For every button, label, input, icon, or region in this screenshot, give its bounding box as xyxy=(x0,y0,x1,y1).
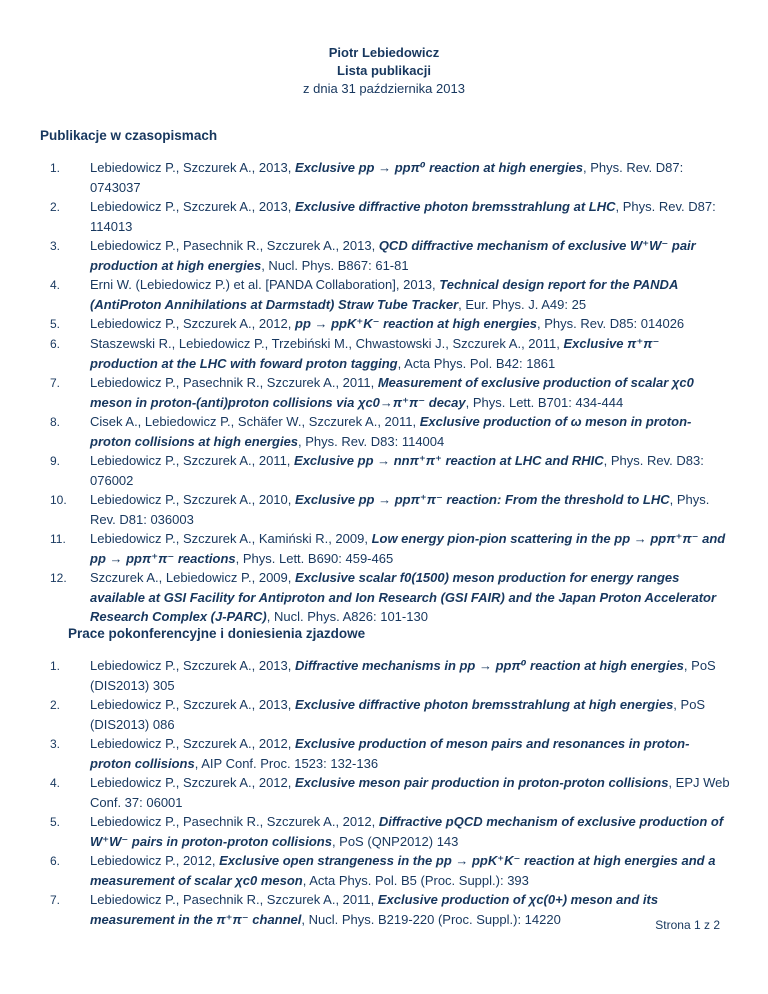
publication-title: Diffractive mechanisms in pp → ppπ⁰ reaction at high energies xyxy=(295,658,684,673)
publication-item xyxy=(40,568,730,626)
publication-authors: Lebiedowicz P., Szczurek A., 2012, xyxy=(90,775,295,790)
publication-number: 5. xyxy=(50,317,61,331)
publication-number: 10. xyxy=(50,493,67,507)
publication-authors: Erni W. (Lebiedowicz P.) et al. [PANDA Collaboration], 2013, xyxy=(90,277,440,292)
publication-authors: Lebiedowicz P., Pasechnik R., Szczurek A., 2011, xyxy=(90,892,378,907)
publication-authors: Lebiedowicz P., Szczurek A., 2013, xyxy=(90,160,295,175)
publication-number: 3. xyxy=(50,239,61,253)
publication-source: , Phys. Rev. D83: 114004 xyxy=(298,434,445,449)
publication-source: , Phys. Rev. D87: 0743037 xyxy=(90,160,684,195)
publication-authors: Lebiedowicz P., Pasechnik R., Szczurek A., 2012, xyxy=(90,814,379,829)
publication-number: 2. xyxy=(50,200,61,214)
publication-source: , PoS (QNP2012) 143 xyxy=(331,834,459,849)
publication-item xyxy=(40,490,730,529)
publication-source: , Phys. Rev. D81: 036003 xyxy=(90,492,710,527)
publication-title: Exclusive π⁺π⁻ production at the LHC with foward proton tagging xyxy=(90,336,660,371)
publication-source: , Phys. Rev. D87: 114013 xyxy=(90,199,716,234)
publication-authors: Lebiedowicz P., Szczurek A., 2010, xyxy=(90,492,295,507)
journals-heading: Publikacje w czasopismach xyxy=(40,128,218,143)
publication-number: 7. xyxy=(50,893,61,907)
publication-source: , AIP Conf. Proc. 1523: 132-136 xyxy=(194,756,379,771)
publication-item xyxy=(40,773,730,812)
publication-title: Exclusive production of ω meson in proton-proton collisions at high energies xyxy=(90,414,692,449)
publication-item xyxy=(40,158,730,197)
publication-authors: Lebiedowicz P., Szczurek A., 2013, xyxy=(90,658,295,673)
publication-authors: Lebiedowicz P., Pasechnik R., Szczurek A., 2013, xyxy=(90,238,379,253)
publication-title: Exclusive diffractive photon bremsstrahlung at high energies xyxy=(295,697,674,712)
publication-authors: Lebiedowicz P., 2012, xyxy=(90,853,220,868)
document-header xyxy=(0,44,768,98)
publication-title: Diffractive pQCD mechanism of exclusive production of W⁺W⁻ pairs in proton-proton collisions xyxy=(90,814,724,849)
publication-source: , Phys. Lett. B701: 434-444 xyxy=(465,395,624,410)
publication-number: 11. xyxy=(50,532,66,546)
publication-number: 7. xyxy=(50,376,61,390)
publication-number: 3. xyxy=(50,737,61,751)
journals-list xyxy=(40,158,730,626)
publication-title: Exclusive scalar f0(1500) meson production for energy ranges available at GSI Facility for Antiproton and Ion Research (GSI FAIR) and the Japan Proton Accelerator Research Complex (J-PARC) xyxy=(90,570,717,624)
publication-authors: Szczurek A., Lebiedowicz P., 2009, xyxy=(90,570,295,585)
publication-item xyxy=(40,695,730,734)
publication-authors: Lebiedowicz P., Szczurek A., 2012, xyxy=(90,736,295,751)
publication-title: Low energy pion-pion scattering in the pp → ppπ⁺π⁻ and pp → ppπ⁺π⁻ reactions xyxy=(90,531,726,566)
document-title: Lista publikacji xyxy=(337,63,431,78)
publication-item xyxy=(40,529,730,568)
publication-number: 6. xyxy=(50,854,61,868)
publication-item xyxy=(40,314,730,334)
document-date: z dnia 31 października 2013 xyxy=(303,81,465,96)
author-name: Piotr Lebiedowicz xyxy=(328,45,440,60)
publication-item xyxy=(40,851,730,890)
publication-item xyxy=(40,197,730,236)
publication-number: 8. xyxy=(50,415,61,429)
publication-title: Exclusive production of χc(0+) meson and its measurement in the π⁺π⁻ channel xyxy=(90,892,659,927)
publication-authors: Staszewski R., Lebiedowicz P., Trzebiński M., Chwastowski J., Szczurek A., 2011, xyxy=(90,336,564,351)
publication-authors: Lebiedowicz P., Szczurek A., Kamiński R., 2009, xyxy=(90,531,372,546)
publication-number: 6. xyxy=(50,337,61,351)
publication-source: , Eur. Phys. J. A49: 25 xyxy=(458,297,587,312)
publication-item xyxy=(40,334,730,373)
publication-title: Measurement of exclusive production of scalar χc0 meson in proton-(anti)proton collisions via χc0→π⁺π⁻ decay xyxy=(90,375,694,410)
publication-item xyxy=(40,451,730,490)
publication-authors: Lebiedowicz P., Pasechnik R., Szczurek A., 2011, xyxy=(90,375,378,390)
publication-number: 4. xyxy=(50,776,61,790)
publication-source: , Nucl. Phys. B867: 61-81 xyxy=(261,258,409,273)
publication-title: QCD diffractive mechanism of exclusive W⁺W⁻ pair production at high energies xyxy=(90,238,696,273)
publication-authors: Lebiedowicz P., Szczurek A., 2013, xyxy=(90,697,295,712)
publication-title: Exclusive diffractive photon bremsstrahlung at LHC xyxy=(295,199,616,214)
publication-item xyxy=(40,275,730,314)
page-number: Strona 1 z 2 xyxy=(655,918,720,932)
publication-source: , PoS (DIS2013) 086 xyxy=(90,697,706,732)
publication-title: Exclusive pp → ppπ⁺π⁻ reaction: From the threshold to LHC xyxy=(295,492,670,507)
publication-source: , Nucl. Phys. B219-220 (Proc. Suppl.): 14220 xyxy=(301,912,561,927)
publication-source: , Phys. Rev. D83: 076002 xyxy=(90,453,704,488)
publication-authors: Lebiedowicz P., Szczurek A., 2013, xyxy=(90,199,295,214)
publication-item xyxy=(40,236,730,275)
publication-title: Exclusive pp → nnπ⁺π⁺ reaction at LHC and RHIC xyxy=(294,453,604,468)
publication-item xyxy=(40,373,730,412)
publication-title: Exclusive meson pair production in proton-proton collisions xyxy=(295,775,669,790)
publication-source: , PoS (DIS2013) 305 xyxy=(90,658,716,693)
publication-item xyxy=(40,412,730,451)
publication-source: , Nucl. Phys. A826: 101-130 xyxy=(266,609,428,624)
publication-number: 1. xyxy=(50,659,61,673)
publication-title: Technical design report for the PANDA (AntiProton Annihilations at Darmstadt) Straw Tube Tracker xyxy=(90,277,678,312)
publication-title: pp → ppK⁺K⁻ reaction at high energies xyxy=(295,316,537,331)
publication-item xyxy=(40,812,730,851)
publication-title: Exclusive production of meson pairs and resonances in proton-proton collisions xyxy=(90,736,690,771)
publication-source: , Acta Phys. Pol. B42: 1861 xyxy=(397,356,556,371)
publication-title: Exclusive pp → ppπ⁰ reaction at high energies xyxy=(295,160,584,175)
publication-authors: Lebiedowicz P., Szczurek A., 2011, xyxy=(90,453,295,468)
publication-item xyxy=(40,890,730,929)
publication-authors: Lebiedowicz P., Szczurek A., 2012, xyxy=(90,316,295,331)
publication-number: 1. xyxy=(50,161,61,175)
publication-number: 9. xyxy=(50,454,61,468)
publication-number: 5. xyxy=(50,815,61,829)
publication-source: , Phys. Rev. D85: 014026 xyxy=(536,316,685,331)
publication-item xyxy=(40,656,730,695)
conference-heading: Prace pokonferencyjne i doniesienia zjazdowe xyxy=(68,626,366,641)
publication-number: 2. xyxy=(50,698,61,712)
publication-source: , Acta Phys. Pol. B5 (Proc. Suppl.): 393 xyxy=(302,873,529,888)
publication-source: , Phys. Lett. B690: 459-465 xyxy=(235,551,394,566)
publication-number: 12. xyxy=(50,571,67,585)
publication-authors: Cisek A., Lebiedowicz P., Schäfer W., Szczurek A., 2011, xyxy=(90,414,420,429)
publication-source: , EPJ Web Conf. 37: 06001 xyxy=(90,775,730,810)
publication-item xyxy=(40,734,730,773)
conference-list xyxy=(40,656,730,929)
publication-number: 4. xyxy=(50,278,61,292)
publication-title: Exclusive open strangeness in the pp → ppK⁺K⁻ reaction at high energies and a measurement of scalar χc0 meson xyxy=(90,853,716,888)
